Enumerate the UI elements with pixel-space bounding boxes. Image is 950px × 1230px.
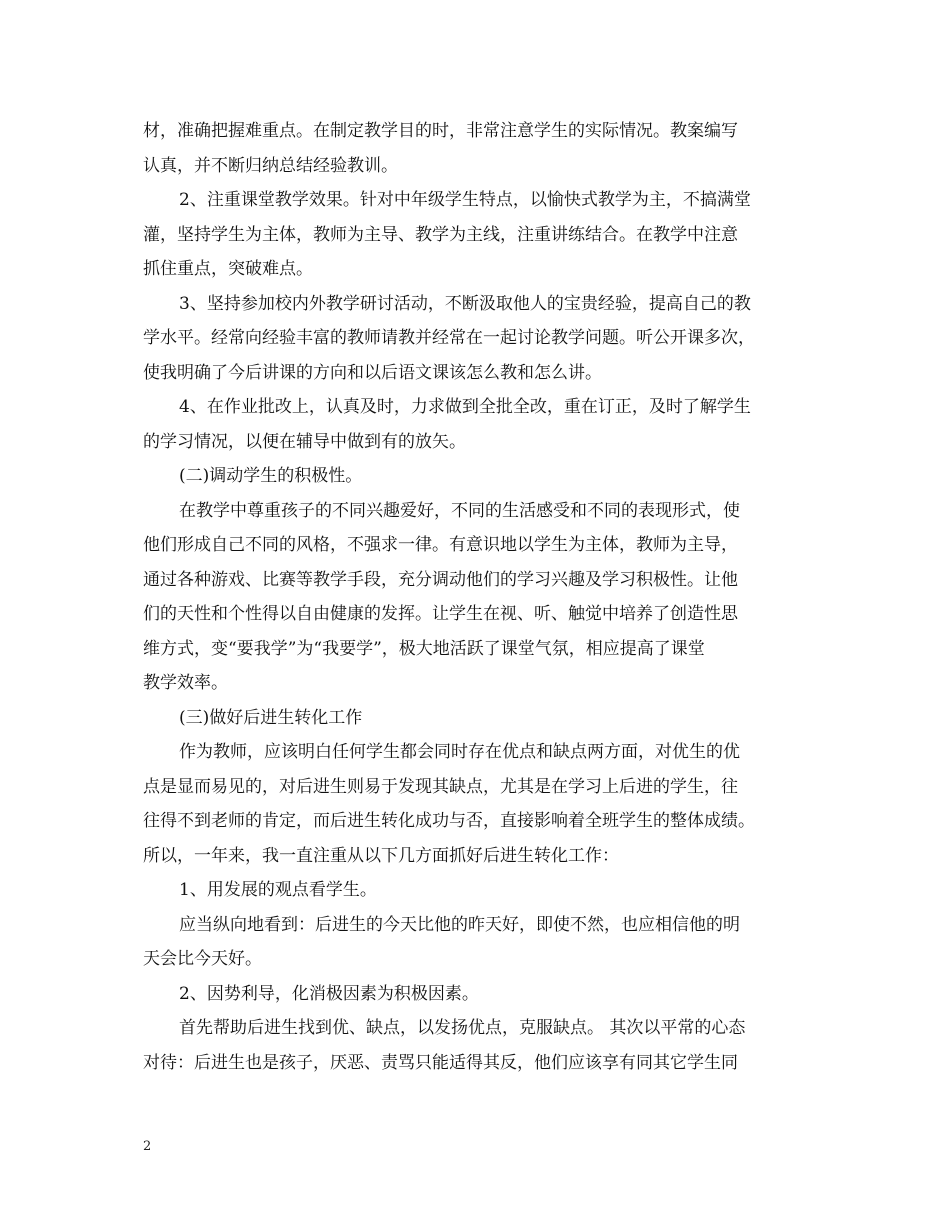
text-line: 应当纵向地看到：后进生的今天比他的昨天好，即使不然，也应相信他的明: [179, 914, 740, 935]
text-line: 学水平。经常向经验丰富的教师请教并经常在一起讨论教学问题。听公开课多次，: [143, 328, 755, 348]
text-line: 2、因势利导，化消极因素为积极因素。: [179, 983, 479, 1004]
text-line: 点是显而易见的，对后进生则易于发现其缺点，尤其是在学习上后进的学生，往: [143, 776, 738, 797]
text-line: 抓住重点，突破难点。: [143, 259, 313, 279]
text-line: 材，准确把握难重点。在制定教学目的时，非常注意学生的实际情况。教案编写: [143, 121, 738, 141]
text-line: 通过各种游戏、比赛等教学手段，充分调动他们的学习兴趣及学习积极性。让他: [143, 569, 738, 590]
text-line: 维方式，变“要我学”为“我要学”，极大地活跃了课堂气氛，相应提高了课堂: [143, 638, 705, 659]
text-line: 1、用发展的观点看学生。: [179, 880, 377, 900]
text-line: 灌，坚持学生为主体，教师为主导、教学为主线，注重讲练结合。在教学中注意: [143, 224, 738, 245]
text-line: 他们形成自己不同的风格，不强求一律。有意识地以学生为主体，教师为主导，: [143, 535, 738, 555]
text-line: 在教学中尊重孩子的不同兴趣爱好，不同的生活感受和不同的表现形式，使: [179, 500, 740, 521]
section-heading: (三)做好后进生转化工作: [179, 707, 363, 728]
section-heading: (二)调动学生的积极性。: [179, 466, 363, 486]
text-line: 教学效率。: [143, 673, 228, 693]
body-text: [143, 114, 823, 1080]
text-line: 的学习情况，以便在辅导中做到有的放矢。: [143, 431, 466, 452]
text-line: 3、坚持参加校内外教学研讨活动，不断汲取他人的宝贵经验，提高自己的教: [179, 293, 751, 314]
text-line: 作为教师，应该明白任何学生都会同时存在优点和缺点两方面，对优生的优: [179, 742, 740, 762]
text-line: 使我明确了今后讲课的方向和以后语文课该怎么教和怎么讲。: [143, 362, 602, 383]
text-line: 们的天性和个性得以自由健康的发挥。让学生在视、听、触觉中培养了创造性思: [143, 604, 738, 624]
text-line: 2、注重课堂教学效果。针对中年级学生特点，以愉快式教学为主，不搞满堂: [179, 190, 751, 210]
text-line: 认真，并不断归纳总结经验教训。: [143, 155, 398, 176]
text-line: 所以，一年来，我一直注重从以下几方面抓好后进生转化工作：: [143, 845, 619, 866]
page-number: 2: [143, 1139, 152, 1154]
text-line: 往得不到老师的肯定，而后进生转化成功与否，直接影响着全班学生的整体成绩。: [143, 811, 755, 831]
text-line: 对待：后进生也是孩子，厌恶、责骂只能适得其反，他们应该享有同其它学生同: [143, 1052, 738, 1073]
text-line: 首先帮助后进生找到优、缺点，以发扬优点，克服缺点。 其次以平常的心态: [179, 1018, 746, 1038]
text-line: 天会比今天好。: [143, 949, 262, 969]
text-line: 4、在作业批改上，认真及时，力求做到全批全改，重在订正，及时了解学生: [179, 397, 751, 417]
